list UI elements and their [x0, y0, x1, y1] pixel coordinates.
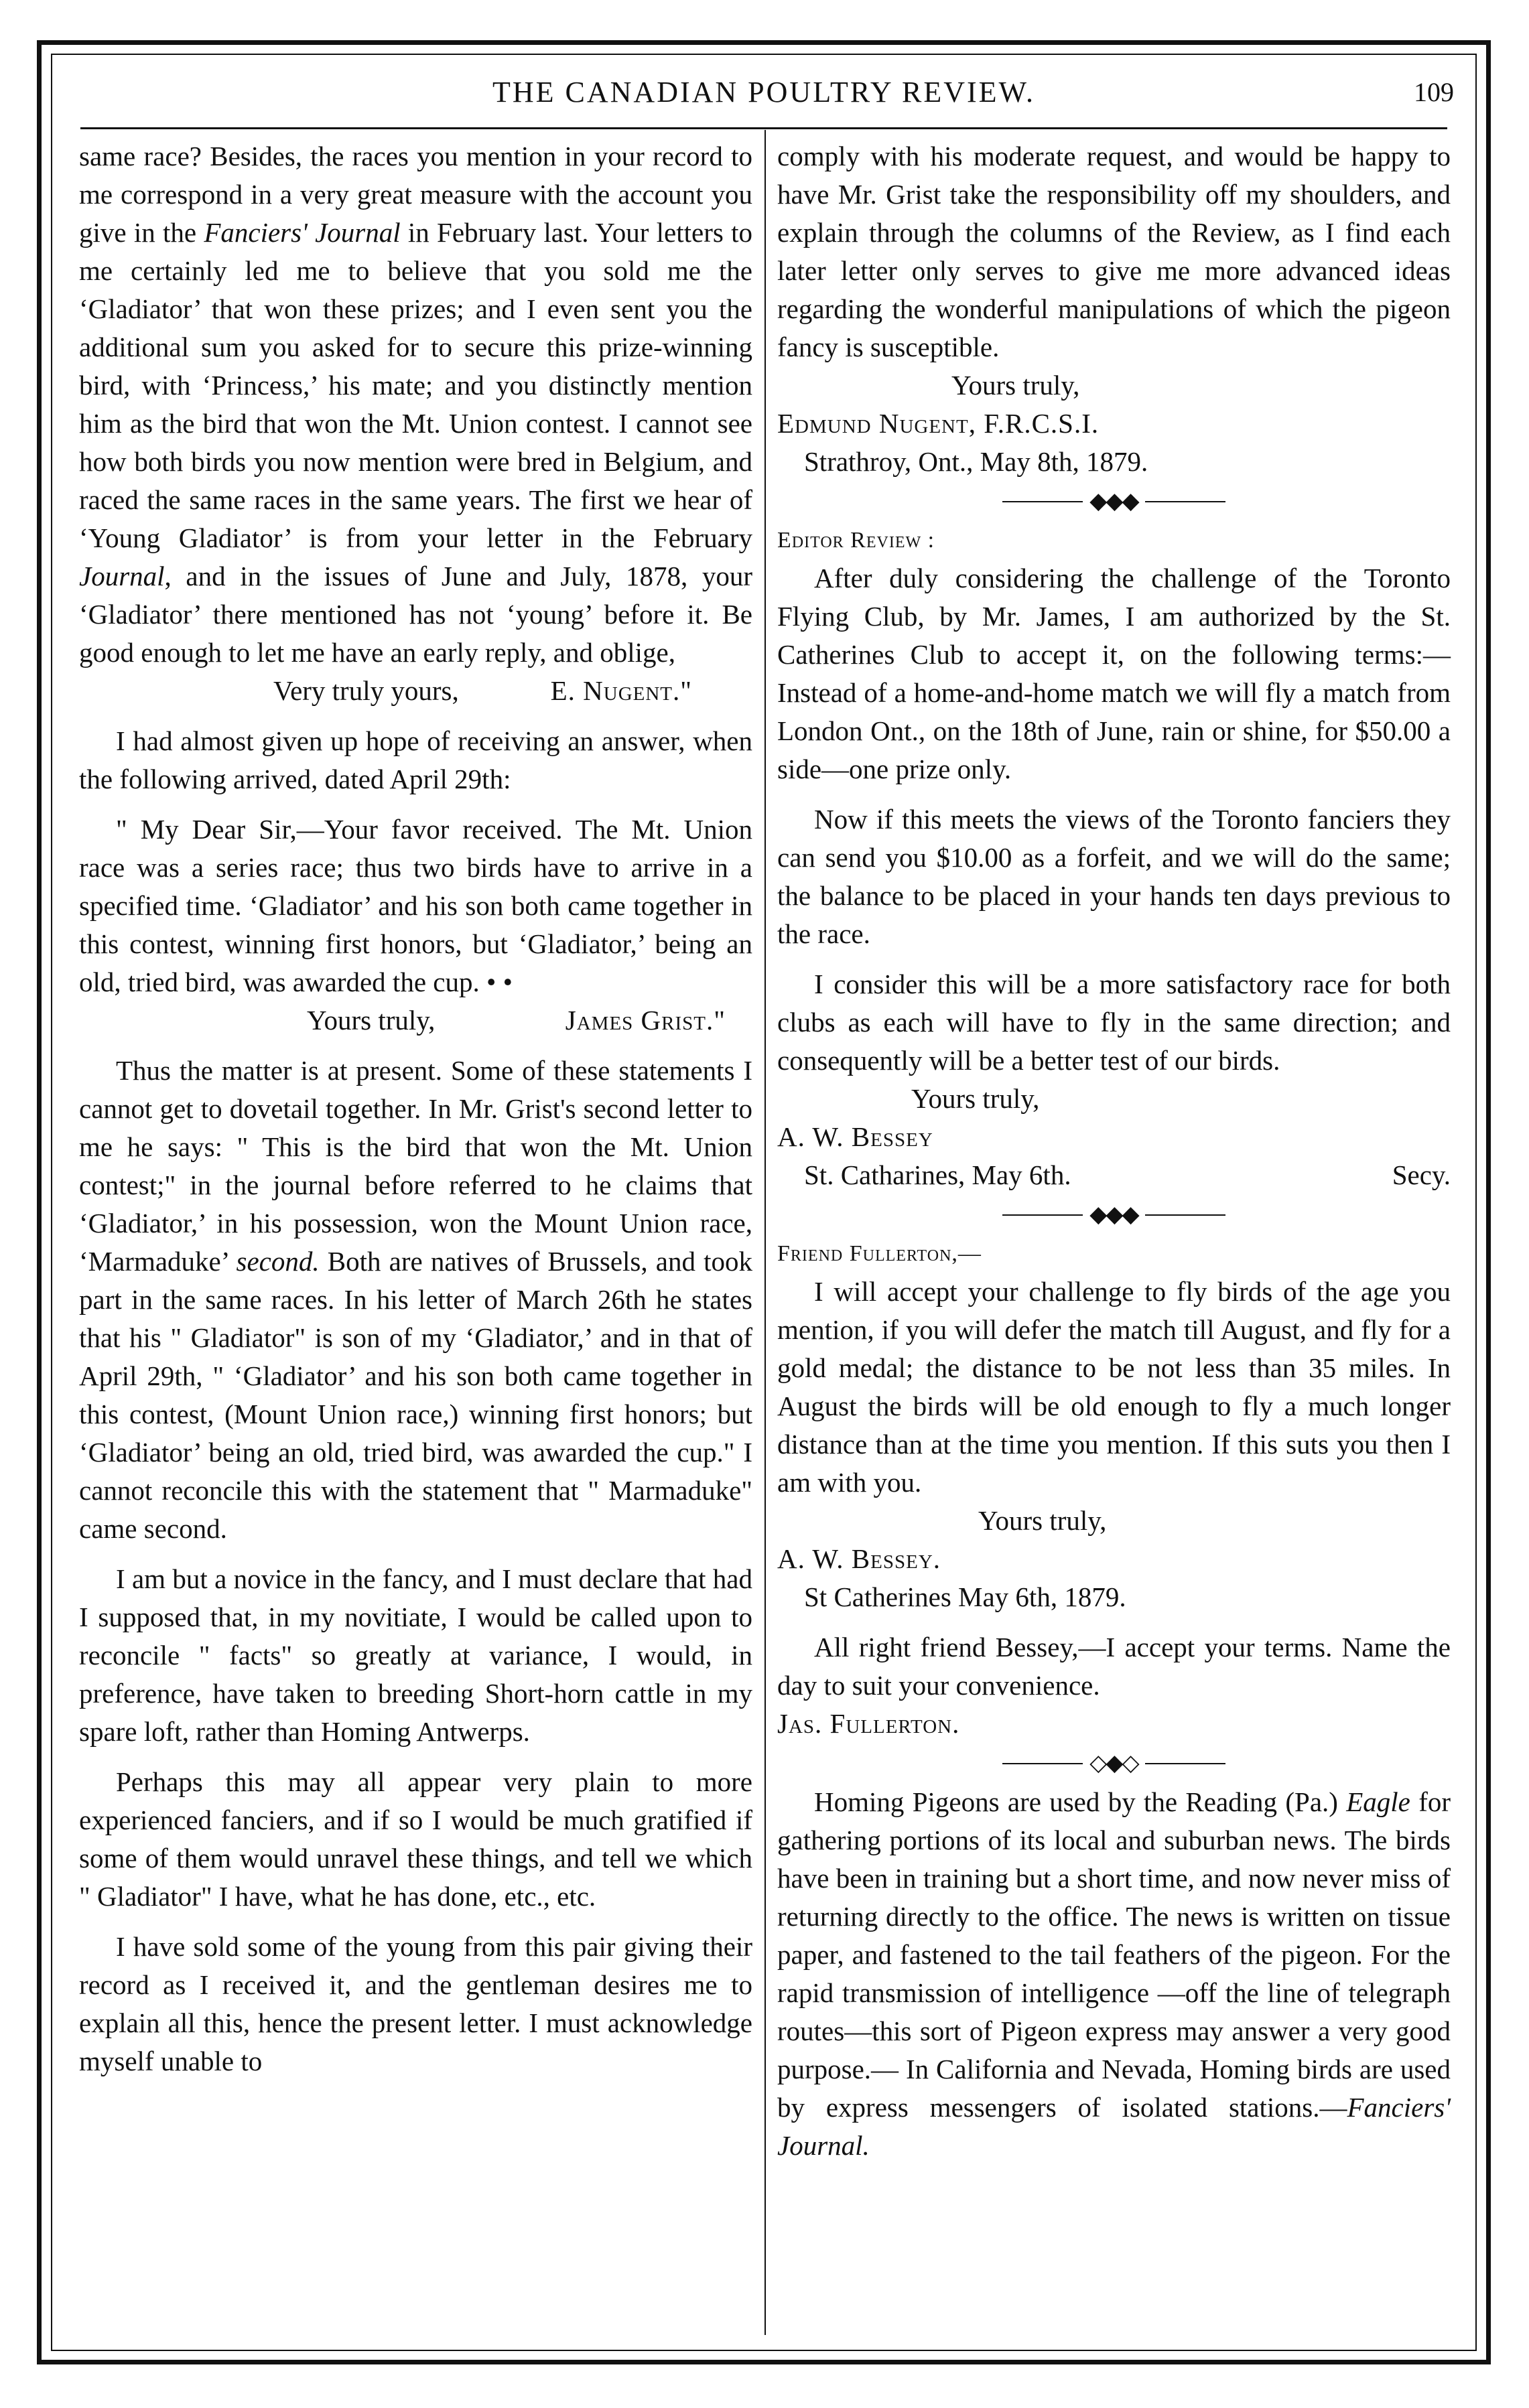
closing: Yours truly,: [978, 1505, 1107, 1537]
paragraph: comply with his moderate request, and would be happy to have Mr. Grist take the responsibility off my shoulders, and explain through the columns of the Review, as I find each later letter only serves to give me more advanced ideas regarding the wonderful manipulations of which the pigeon fancy is susceptible.: [777, 141, 1451, 362]
column-divider: [764, 130, 766, 2335]
salutation: Editor Review :: [777, 528, 935, 553]
section-separator: ◇◆◇: [777, 1752, 1451, 1774]
paragraph: I had almost given up hope of receiving an answer, when the following arrived, dated April 29th:: [79, 725, 752, 794]
closing: Yours truly,: [911, 1083, 1040, 1115]
section-separator: ◆◆◆: [777, 490, 1451, 512]
left-column: [79, 137, 752, 2080]
paragraph: Perhaps this may all appear very plain to more experienced fanciers, and if so I would be much gratified if some of them would unravel these things, and tell we which " Gladiator" I have, what he has done, etc., etc.: [79, 1766, 752, 1912]
signature: Edmund Nugent, F.R.C.S.I.: [777, 408, 1100, 439]
salutation: Friend Fullerton,—: [777, 1241, 982, 1267]
dateline: Strathroy, Ont., May 8th, 1879.: [804, 446, 1148, 477]
paragraph: All right friend Bessey,—I accept your terms. Name the day to suit your convenience.: [777, 1632, 1451, 1701]
paragraph: Thus the matter is at present. Some of these statements I cannot get to dovetail together. In Mr. Grist's second letter to me he says: " This is the bird that won the Mt. Union contest;" in the journal before referred to he claims that ‘Gladiator,’ in his possession, won the Mount Union race, ‘Marmaduke’ second. Both are natives of Brussels, and took part in the same races. In his letter of March 26th he states that his " Gladiator" is son of my ‘Gladiator,’ and in that of April 29th, " ‘Gladiator’ and his son both came together in this contest, (Mount Union race,) winning first honors; but ‘Gladiator’ being an old, tried bird, was awarded the cup." I cannot reconcile this with the statement that " Marmaduke" came second.: [79, 1055, 753, 1544]
running-title: THE CANADIAN POULTRY REVIEW.: [492, 76, 1035, 109]
signature: Jas. Fullerton.: [777, 1708, 960, 1740]
signature: A. W. Bessey.: [777, 1543, 941, 1575]
letter-signature: Yours truly, James Grist.": [307, 1005, 726, 1036]
paragraph: After duly considering the challenge of the Toronto Flying Club, by Mr. James, I am authorized by the St. Catherines Club to accept it, on the following terms:—Instead of a home-and-home match we will fly a match from London Ont., on the 18th of June, rain or shine, for $50.00 a side—one prize only.: [777, 563, 1451, 785]
quoted-letter: " My Dear Sir,—Your favor received. The Mt. Union race was a series race; thus two birds have to arrive in a specified time. ‘Gladiator’ and his son both came together in this contest, winning first honors, but ‘Gladiator,’ being an old, tried bird, was awarded the cup. • •: [79, 814, 752, 997]
signature: A. W. Bessey: [777, 1121, 933, 1153]
paragraph: I have sold some of the young from this pair giving their record as I received it, and the gentleman desires me to explain all this, hence the present letter. I must acknowledge myself unable to: [79, 1931, 752, 2076]
paragraph: I will accept your challenge to fly birds of the age you mention, if you will defer the match till August, and fly for a gold medal; the distance to be not less than 35 miles. In August the birds will be old enough to fly a much longer distance than at the time you mention. If this suts you then I am with you.: [777, 1276, 1451, 1498]
right-column: [777, 137, 1451, 2165]
page-number: 109: [1414, 77, 1454, 107]
section-separator: ◆◆◆: [777, 1204, 1451, 1225]
paragraph: I am but a novice in the fancy, and I must declare that had I supposed that, in my novitiate, I would be called upon to reconcile " facts" so greatly at variance, I would, in preference, have taken to breeding Short-horn cattle in my spare loft, rather than Homing Antwerps.: [79, 1563, 752, 1747]
paragraph: I consider this will be a more satisfactory race for both clubs as each will have to fly in the same direction; and consequently will be a better test of our birds.: [777, 969, 1451, 1076]
page-header: [67, 75, 1461, 122]
closing: Yours truly,: [951, 370, 1080, 401]
paragraph: Homing Pigeons are used by the Reading (Pa.) Eagle for gathering portions of its local and suburban news. The birds have been in training but a short time, and now never miss of returning directly to the office. The news is written on tissue paper, and fastened to the tail feathers of the pigeon. For the rapid transmission of intelligence —off the line of telegraph routes—this sort of Pigeon express may answer a very good purpose.— In California and Nevada, Homing birds are used by express messengers of isolated stations.—Fanciers' Journal.: [777, 1786, 1451, 2162]
dateline: St Catherines May 6th, 1879.: [804, 1581, 1126, 1613]
dateline: St. Catharines, May 6th. Secy.: [804, 1159, 1451, 1191]
letter-signature: Very truly yours, E. Nugent.": [273, 675, 692, 706]
paragraph: same race? Besides, the races you mention in your record to me correspond in a very great measure with the account you give in the Fanciers' Journal in February last. Your letters to me certainly led me to believe that you sold me the ‘Gladiator’ that won these prizes; and I even sent you the additional sum you asked for to secure this prize-winning bird, with ‘Princess,’ his mate; and you distinctly mention him as the bird that won the Mt. Union contest. I cannot see how both birds you now mention were bred in Belgium, and raced the same races in the same years. The first we hear of ‘Young Gladiator’ is from your letter in the February Journal, and in the issues of June and July, 1878, your ‘Gladiator’ there mentioned has not ‘young’ before it. Be good enough to let me have an early reply, and oblige,: [79, 141, 752, 668]
header-rule: [80, 127, 1447, 129]
paragraph: Now if this meets the views of the Toronto fanciers they can send you $10.00 as a forfeit, and we will do the same; the balance to be placed in your hands ten days previous to the race.: [777, 804, 1451, 950]
